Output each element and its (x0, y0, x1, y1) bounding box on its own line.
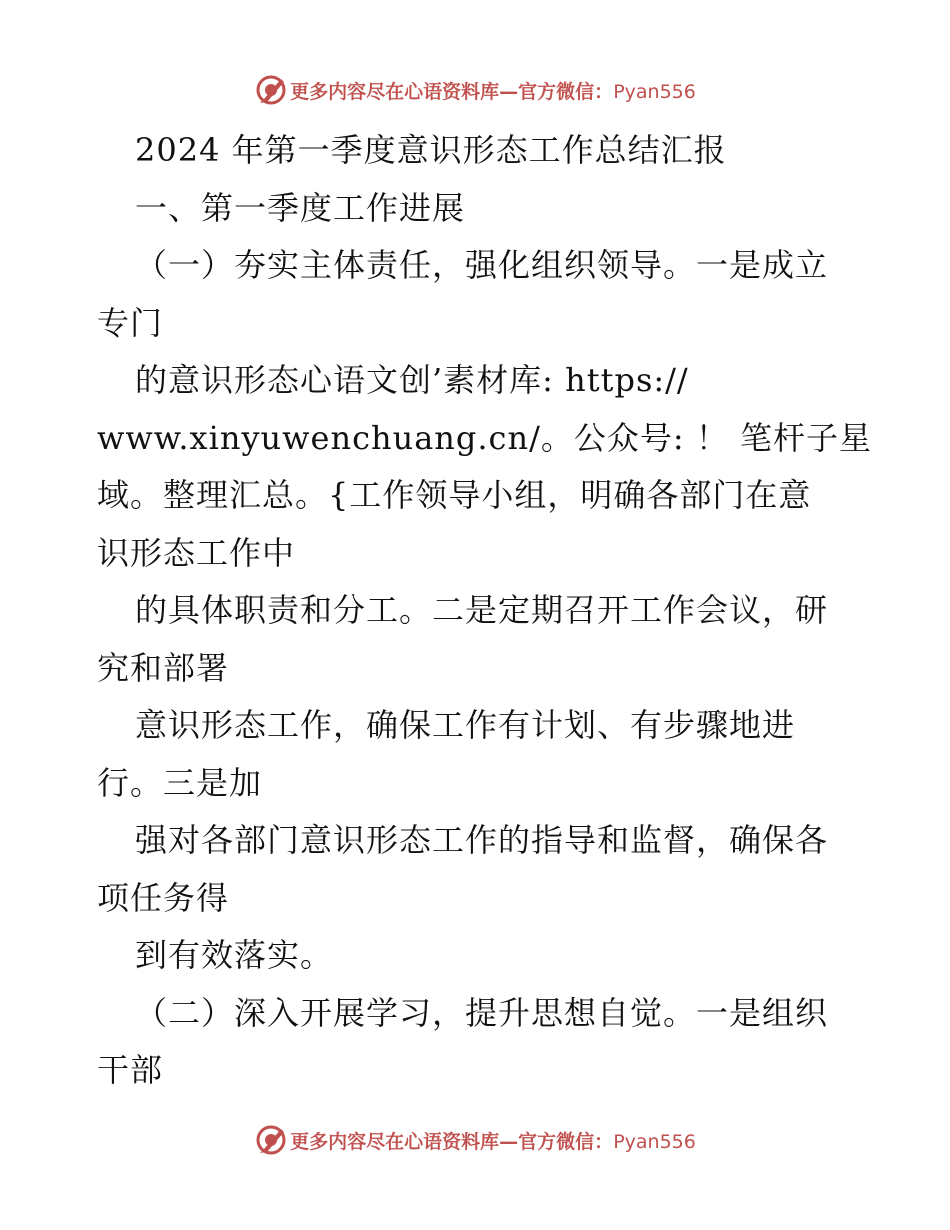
header-watermark (0, 70, 950, 110)
text-line: www.xinyuwenchuang.cn/。公众号: ！ 笔杆子星 (97, 418, 872, 457)
watermark-account: Pyan556 (613, 80, 696, 103)
watermark-text (290, 77, 696, 104)
watermark-wechat-label: 官方微信： (518, 80, 614, 103)
text-line: 2024 年第一季度意识形态工作总结汇报 (135, 131, 727, 169)
text-line: 项任务得 (97, 878, 230, 917)
text-line: 的具体职责和分工。二是定期召开工作会议，研 (135, 591, 829, 629)
text-line: 专门 (97, 303, 164, 342)
text-line: 干部 (97, 1051, 164, 1089)
text-line: 域。整理汇总。{工作领导小组，明确各部门在意 (97, 476, 812, 514)
footer-watermark (0, 1120, 950, 1160)
text-line: 一、第一季度工作进展 (135, 188, 466, 227)
watermark-wechat-label: 官方微信： (518, 1130, 614, 1153)
text-line: 识形态工作中 (97, 533, 296, 572)
watermark-text (290, 1127, 696, 1154)
watermark-dash: — (499, 1130, 519, 1153)
text-line: 到有效落实。 (135, 936, 334, 974)
text-line: （一）夯实主体责任，强化组织领导。一是成立 (135, 246, 829, 284)
pen-logo-icon (254, 1123, 288, 1157)
text-line: 的意识形态心语文创’素材库: https:// (135, 361, 689, 399)
watermark-site-text: 更多内容尽在心语资料库 (290, 1130, 500, 1153)
document-body (97, 122, 872, 1100)
text-line: 意识形态工作，确保工作有计划、有步骤地进 (135, 706, 796, 744)
text-line: （二）深入开展学习，提升思想自觉。一是组织 (135, 993, 829, 1032)
watermark-account: Pyan556 (613, 1130, 696, 1153)
text-line: 究和部署 (97, 648, 230, 687)
watermark-site-text: 更多内容尽在心语资料库 (290, 80, 500, 103)
text-line: 行。三是加 (97, 763, 263, 802)
watermark-dash: — (499, 80, 519, 103)
pen-logo-icon (254, 73, 288, 107)
text-line: 强对各部门意识形态工作的指导和监督，确保各 (135, 821, 829, 859)
